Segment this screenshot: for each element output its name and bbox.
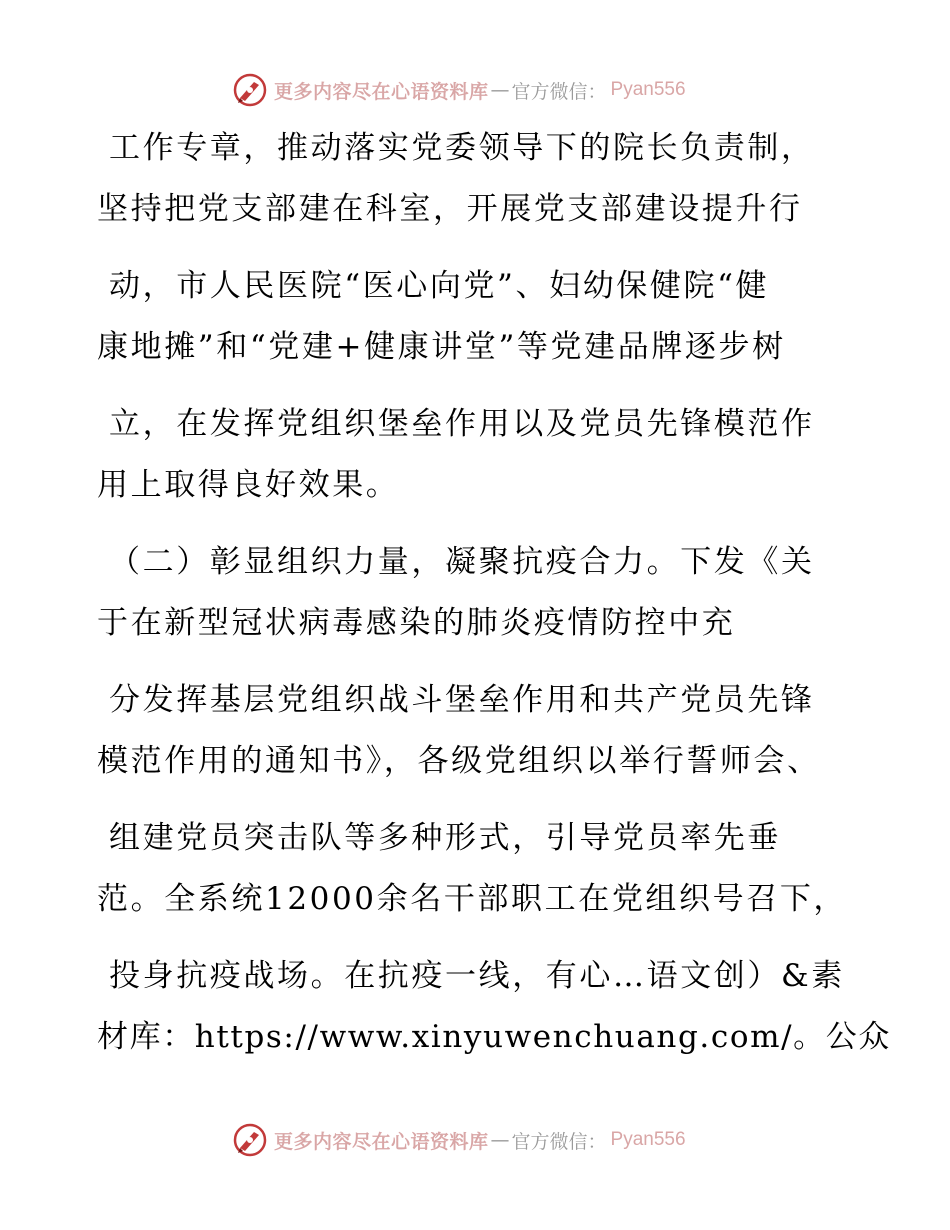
text-line-6: 用上取得良好效果。 <box>97 467 400 503</box>
document-body <box>97 122 917 1054</box>
banner-wechat-id: Pyan556 <box>610 79 686 100</box>
text-line-4: 康地摊”和“党建+健康讲堂”等党建品牌逐步树 <box>97 329 786 365</box>
text-line-7: （二）彰显组织力量，凝聚抗疫合力。下发《关 <box>109 544 815 580</box>
banner-dash: — <box>490 1129 510 1151</box>
text-line-5: 立，在发挥党组织堡垒作用以及党员先锋模范作 <box>109 406 815 442</box>
text-line-14: 材库：https://www.xinyuwenchuang.com/。公众 <box>97 1019 891 1055</box>
pen-logo-icon <box>232 1122 268 1158</box>
text-line-1: 工作专章，推动落实党委领导下的院长负责制， <box>109 130 815 166</box>
text-line-12: 范。全系统12000余名干部职工在党组织号召下， <box>97 881 848 917</box>
text-line-10: 模范作用的通知书》，各级党组织以举行誓师会、 <box>97 743 821 779</box>
header-watermark-banner <box>232 71 686 109</box>
text-line-3: 动，市人民医院“医心向党”、妇幼保健院“健 <box>109 268 770 304</box>
banner-dash: — <box>490 79 510 101</box>
footer-watermark-banner <box>232 1121 686 1159</box>
text-line-11: 组建党员突击队等多种形式，引导党员率先垂 <box>109 820 781 856</box>
banner-wechat-label: 官方微信： <box>511 80 607 103</box>
text-line-13: 投身抗疫战场。在抗疫一线，有心…语文创）&素 <box>109 958 845 994</box>
pen-logo-icon <box>232 72 268 108</box>
text-line-9: 分发挥基层党组织战斗堡垒作用和共产党员先锋 <box>109 682 815 718</box>
banner-title: 更多内容尽在心语资料库 <box>274 80 489 103</box>
banner-wechat-id: Pyan556 <box>610 1129 686 1150</box>
banner-title: 更多内容尽在心语资料库 <box>274 1130 489 1153</box>
text-line-8: 于在新型冠状病毒感染的肺炎疫情防控中充 <box>97 605 736 641</box>
text-line-2: 坚持把党支部建在科室，开展党支部建设提升行 <box>97 191 803 227</box>
banner-wechat-label: 官方微信： <box>511 1130 607 1153</box>
